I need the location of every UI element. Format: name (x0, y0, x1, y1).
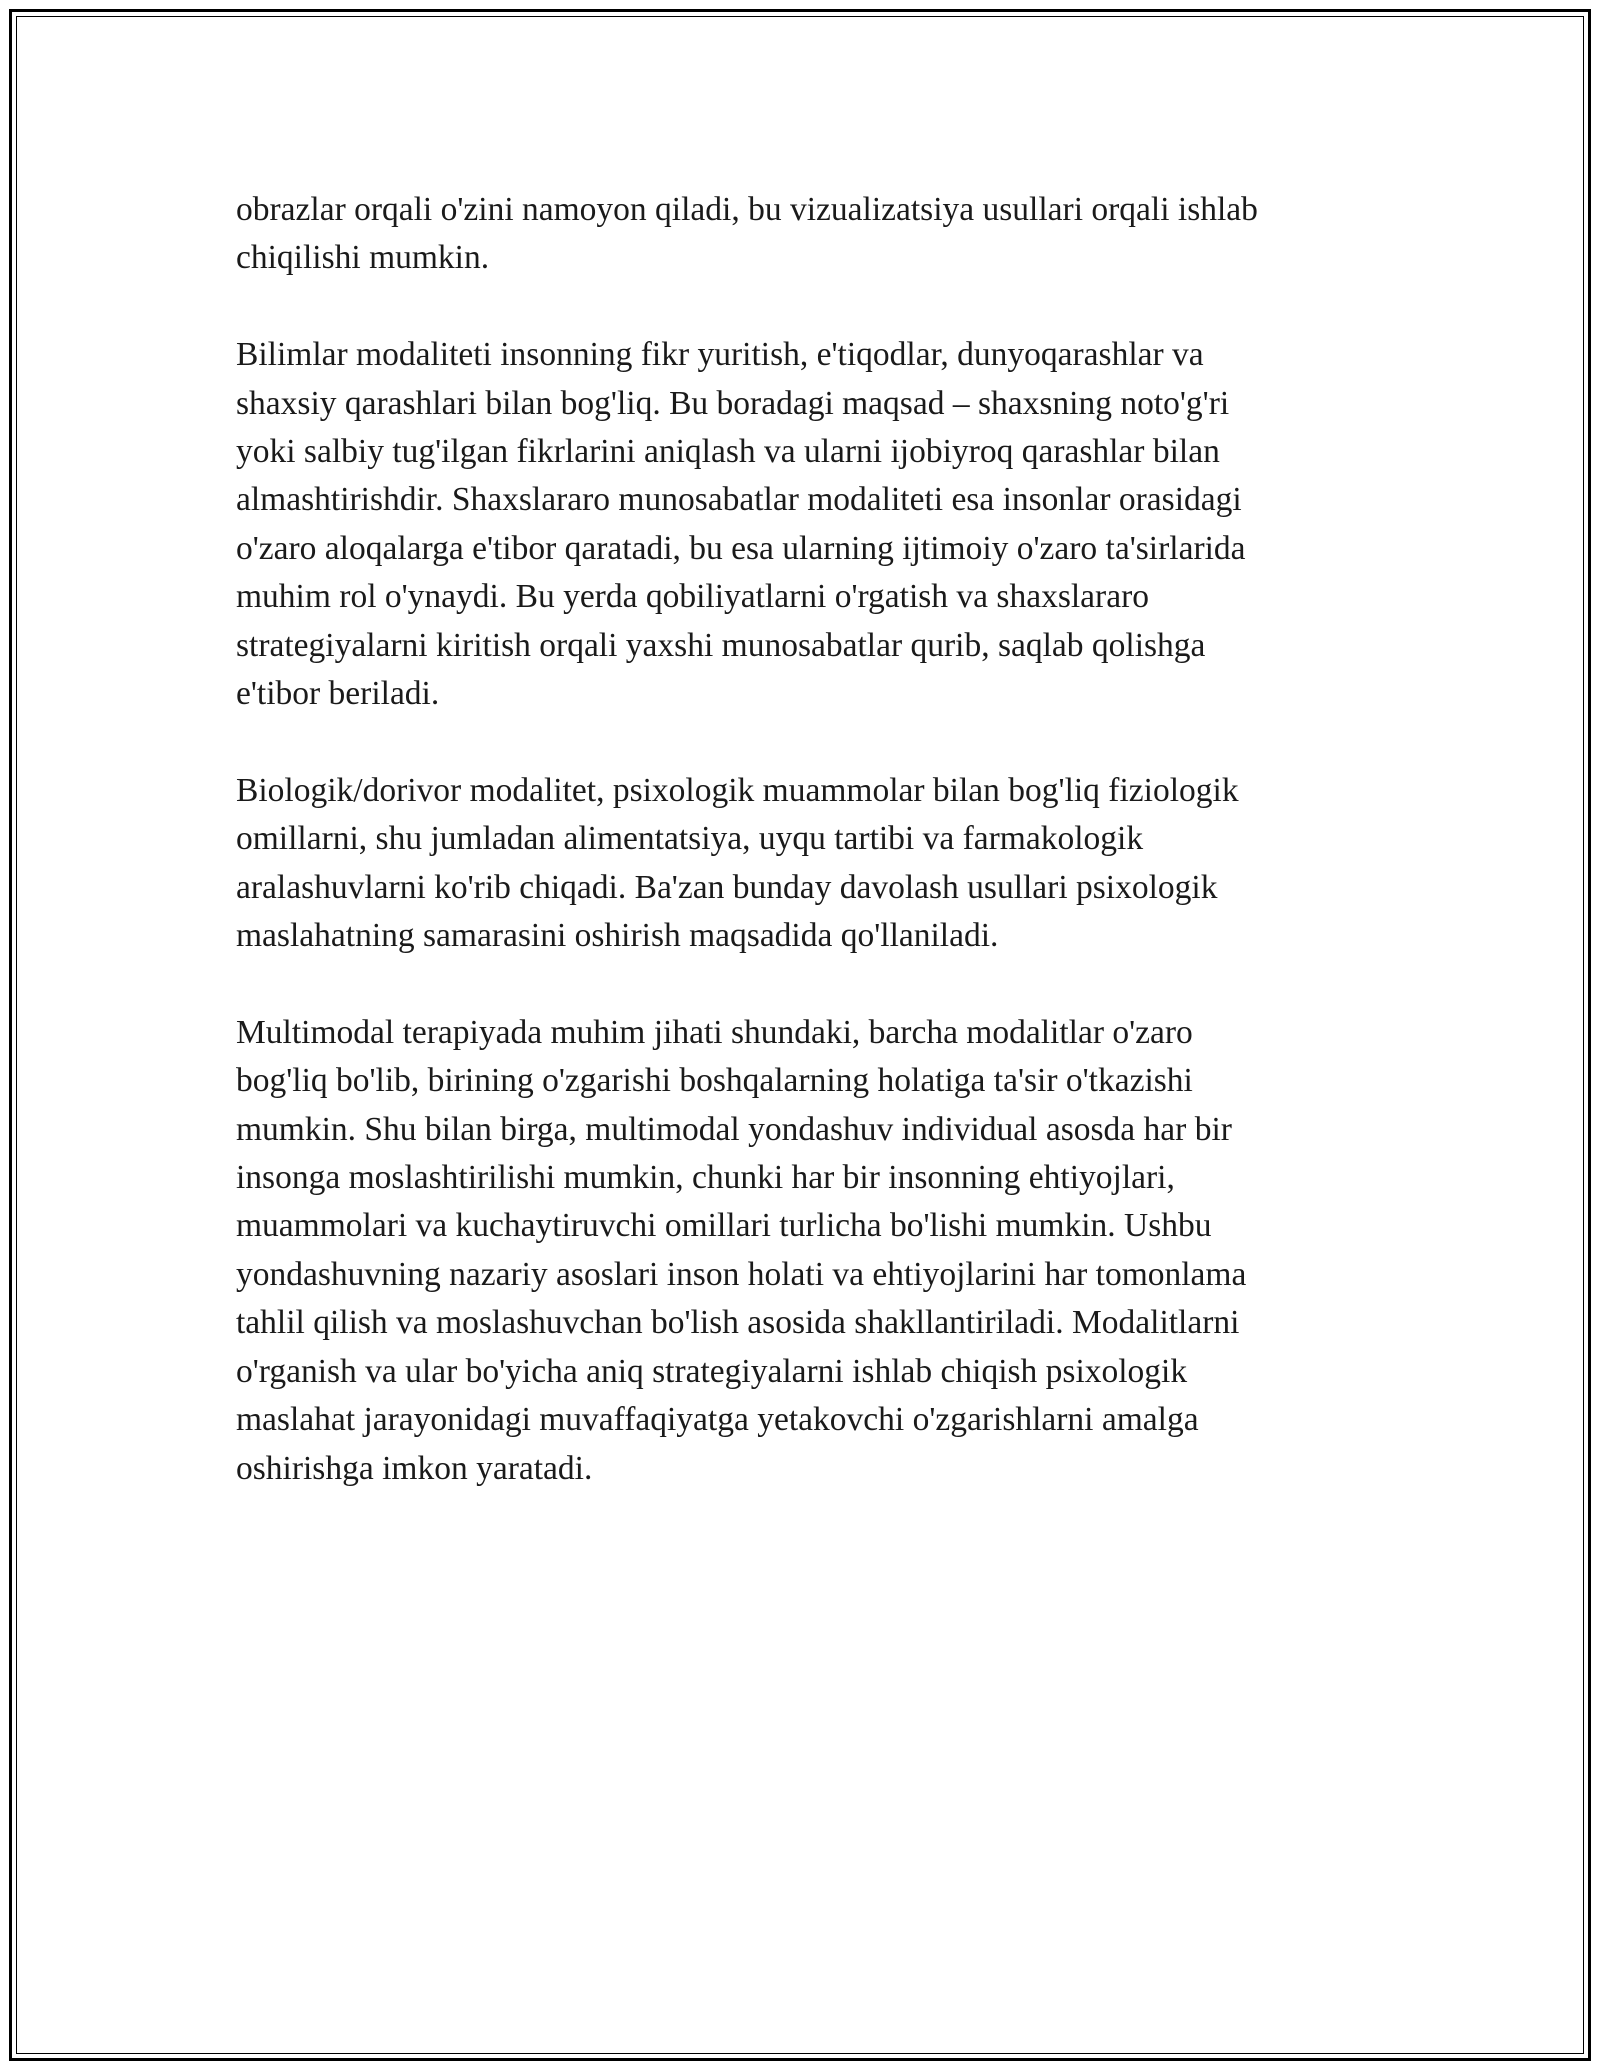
paragraph-1: obrazlar orqali o'zini namoyon qiladi, bu vizualizatsiya usullari orqali ishlab chiqilishi mumkin. (236, 191, 1258, 277)
paragraph-4: Multimodal terapiyada muhim jihati shundaki, barcha modalitlar o'zaro bog'liq bo'lib, birining o'zgarishi boshqalarning holatiga ta'sir o'tkazishi mumkin. Shu bilan birga, multimodal yondashuv individual asosda har bir insonga moslashtirilishi mumkin, chunki har bir insonning ehtiyojlari, muammolari va kuchaytiruvchi omillari turlicha bo'lishi mumkin. Ushbu yondashuvning nazariy asoslari inson holati va ehtiyojlarini har tomonlama tahlil qilish va moslashuvchan bo'lish asosida shakllantiriladi. Modalitlarni o'rganish va ular bo'yicha aniq strategiyalarni ishlab chiqish psixologik maslahat jarayonidagi muvaffaqiyatga yetakovchi o'zgarishlarni amalga oshirishga imkon yaratadi. (236, 1013, 1247, 1487)
paragraph-3: Biologik/dorivor modalitet, psixologik muammolar bilan bog'liq fiziologik omillarni, shu jumladan alimentatsiya, uyqu tartibi va farmakologik aralashuvlarni ko'rib chiqadi. Ba'zan bunday davolash usullari psixologik maslahatning samarasini oshirish maqsadida qo'llaniladi. (236, 771, 1239, 955)
paragraph-2: Bilimlar modaliteti insonning fikr yuritish, e'tiqodlar, dunyoqarashlar va shaxsiy qarashlari bilan bog'liq. Bu boradagi maqsad – shaxsning noto'g'ri yoki salbiy tug'ilgan fikrlarini aniqlash va ularni ijobiyroq qarashlar bilan almashtirishdir. Shaxslararo munosabatlar modaliteti esa insonlar orasidagi o'zaro aloqalarga e'tibor qaratadi, bu esa ularning ijtimoiy o'zaro ta'sirlarida muhim rol o'ynaydi. Bu yerda qobiliyatlarni o'rgatish va shaxslararo strategiyalarni kiritish orqali yaxshi munosabatlar qurib, saqlab qolishga e'tibor beriladi. (236, 336, 1246, 713)
document-body (236, 186, 1386, 1541)
